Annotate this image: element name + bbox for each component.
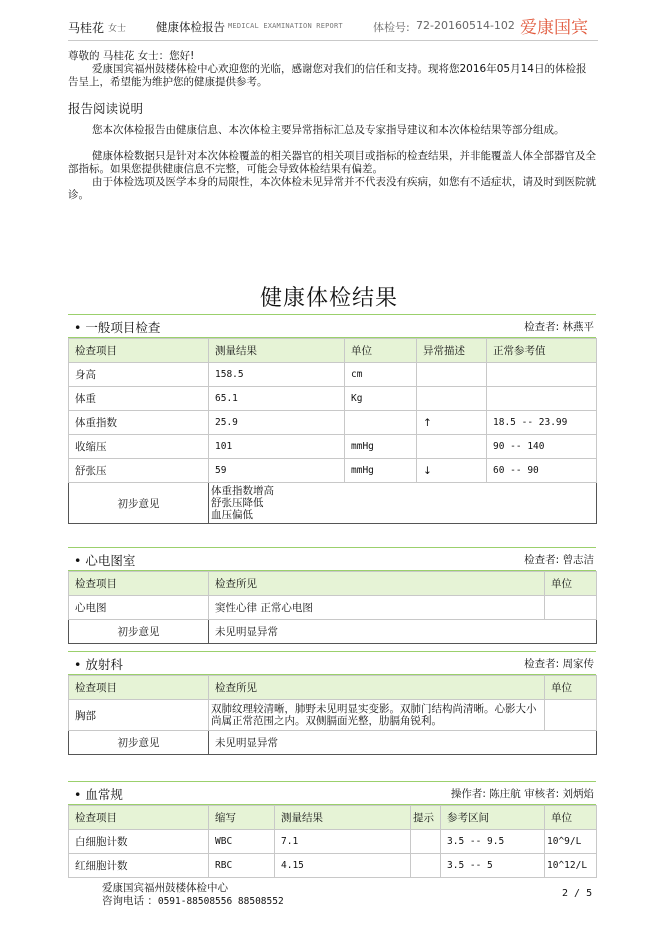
cell-unit: mmHg (345, 459, 417, 483)
opinion-row (69, 620, 597, 644)
column-header: 检查项目 (69, 806, 209, 830)
cell-result: 101 (209, 435, 345, 459)
cell-item: 体重 (69, 387, 209, 411)
cell-finding: 窦性心律 正常心电图 (209, 596, 545, 620)
page-header (68, 14, 598, 41)
opinion-line: 血压偏低 (211, 509, 253, 521)
cell-unit: 10^9/L (545, 830, 597, 854)
cell-item: 胸部 (69, 700, 209, 731)
column-header: 检查项目 (69, 339, 209, 363)
column-header: 单位 (545, 676, 597, 700)
column-header: 提示 (411, 806, 441, 830)
column-header: 检查所见 (209, 572, 545, 596)
opinion-text (209, 483, 597, 524)
column-header: 单位 (545, 806, 597, 830)
section-header (68, 314, 596, 338)
cell-result: 59 (209, 459, 345, 483)
section-header (68, 547, 596, 571)
phone-number: 0591-88508556 88508552 (157, 896, 284, 907)
cell-unit (545, 596, 597, 620)
cell-item: 红细胞计数 (69, 854, 209, 878)
cell-abbr: WBC (209, 830, 275, 854)
guide-paragraph: 健康体检数据只是针对本次体检覆盖的相关器官的相关项目或指标的检查结果，并非能覆盖人体全部器官及全部指标。如果您提供健康信息不完整，可能会导致体检结果有偏差。 (68, 150, 596, 175)
results-title: 健康体检结果 (259, 286, 398, 311)
cell-item: 白细胞计数 (69, 830, 209, 854)
cell-unit: mmHg (345, 435, 417, 459)
table-row (69, 435, 597, 459)
column-header: 参考区间 (441, 806, 545, 830)
cell-result: 4.15 (275, 854, 411, 878)
patient-name: 马桂花 (68, 21, 105, 35)
cell-result: 158.5 (209, 363, 345, 387)
cell-ref: 3.5 -- 5 (441, 854, 545, 878)
opinion-text: 未见明显异常 (209, 731, 597, 755)
phone-label: 咨询电话 ： (102, 895, 158, 907)
table-row (69, 854, 597, 878)
cell-unit: 10^12/L (545, 854, 597, 878)
table-row (69, 387, 597, 411)
opinion-row (69, 483, 597, 524)
table-header-row (69, 572, 597, 596)
cell-unit: cm (345, 363, 417, 387)
opinion-line: 体重指数增高 (211, 485, 274, 497)
report-title: 健康体检报告 (156, 20, 225, 34)
section-title: • 放射科 (74, 655, 123, 673)
cell-hint (411, 830, 441, 854)
column-header: 测量结果 (275, 806, 411, 830)
column-header: 单位 (545, 572, 597, 596)
radiology-section (68, 651, 596, 755)
table-row (69, 363, 597, 387)
cell-item: 体重指数 (69, 411, 209, 435)
opinion-line: 舒张压降低 (211, 497, 264, 509)
section-title: • 一般项目检查 (74, 318, 160, 336)
guide-title: 报告阅读说明 (68, 101, 144, 116)
examiner: 操作者: 陈庄航 审核者: 刘炳焰 (450, 788, 594, 800)
cell-item: 舒张压 (69, 459, 209, 483)
cell-result: 7.1 (275, 830, 411, 854)
cell-item: 心电图 (69, 596, 209, 620)
center-name: 爱康国宾福州鼓楼体检中心 (102, 882, 228, 894)
examiner: 检查者: 周家传 (524, 658, 594, 670)
cell-unit (545, 700, 597, 731)
column-header: 测量结果 (209, 339, 345, 363)
greeting: 尊敬的 马桂花 女士：您好! (68, 50, 195, 62)
cell-ref (487, 387, 597, 411)
table-row (69, 596, 597, 620)
table-header-row (69, 806, 597, 830)
contact-line (102, 895, 284, 908)
guide-paragraph: 由于体检选项及医学本身的局限性，本次体检未见异常并不代表没有疾病，如您有不适症状，请及时到医院就诊。 (68, 176, 596, 201)
cell-result: 25.9 (209, 411, 345, 435)
table-header-row (69, 676, 597, 700)
cell-ref: 3.5 -- 9.5 (441, 830, 545, 854)
cell-hint (411, 854, 441, 878)
cell-abbr: RBC (209, 854, 275, 878)
column-header: 异常描述 (417, 339, 487, 363)
cell-ref: 18.5 -- 23.99 (487, 411, 597, 435)
intro-text: 爱康国宾福州鼓楼体检中心欢迎您的光临，感谢您对我们的信任和支持。现将您2016年05月14日的体检报告呈上，希望能为维护您的健康提供参考。 (68, 63, 587, 88)
table-row (69, 411, 597, 435)
exam-number-label: 体检号: (373, 21, 410, 34)
brand-logo: 爱康国宾 (520, 18, 588, 38)
cell-flag: ↓ (417, 459, 487, 483)
page-number: 2 / 5 (562, 888, 593, 899)
radiology-table (68, 675, 597, 755)
examiner: 检查者: 林燕平 (524, 321, 594, 333)
section-header (68, 781, 596, 805)
opinion-label: 初步意见 (69, 620, 209, 644)
cell-result: 65.1 (209, 387, 345, 411)
cell-unit: Kg (345, 387, 417, 411)
table-row (69, 830, 597, 854)
cell-unit (345, 411, 417, 435)
cell-ref (487, 363, 597, 387)
patient-title: 女士 (108, 24, 127, 34)
column-header: 缩写 (209, 806, 275, 830)
examiner: 检查者: 曾志洁 (524, 554, 594, 566)
section-title: • 血常规 (74, 785, 123, 803)
opinion-row (69, 731, 597, 755)
column-header: 检查项目 (69, 676, 209, 700)
guide-paragraph: 您本次体检报告由健康信息、本次体检主要异常指标汇总及专家指导建议和本次体检结果等部分组成。 (92, 124, 565, 136)
cell-flag (417, 387, 487, 411)
cell-finding: 双肺纹理较清晰，肺野未见明显实变影。双肺门结构尚清晰。心影大小尚属正常范围之内。双侧膈面光整，肋膈角锐利。 (209, 700, 545, 731)
general-table (68, 338, 597, 524)
ecg-section (68, 547, 596, 644)
page-footer (102, 882, 284, 908)
section-header (68, 651, 596, 675)
table-row (69, 700, 597, 731)
blood-table (68, 805, 597, 878)
column-header: 检查项目 (69, 572, 209, 596)
table-row (69, 459, 597, 483)
cell-item: 收缩压 (69, 435, 209, 459)
blood-routine-section (68, 781, 596, 878)
ecg-table (68, 571, 597, 644)
cell-ref: 90 -- 140 (487, 435, 597, 459)
table-header-row (69, 339, 597, 363)
column-header: 单位 (345, 339, 417, 363)
cell-flag: ↑ (417, 411, 487, 435)
cell-item: 身高 (69, 363, 209, 387)
cell-ref: 60 -- 90 (487, 459, 597, 483)
opinion-label: 初步意见 (69, 483, 209, 524)
exam-number: 72-20160514-102 (416, 19, 515, 32)
column-header: 检查所见 (209, 676, 545, 700)
report-title-en: MEDICAL EXAMINATION REPORT (228, 22, 343, 30)
section-title: • 心电图室 (74, 551, 135, 569)
column-header: 正常参考值 (487, 339, 597, 363)
cell-flag (417, 435, 487, 459)
general-exam-section (68, 314, 596, 524)
opinion-text: 未见明显异常 (209, 620, 597, 644)
cell-flag (417, 363, 487, 387)
opinion-label: 初步意见 (69, 731, 209, 755)
